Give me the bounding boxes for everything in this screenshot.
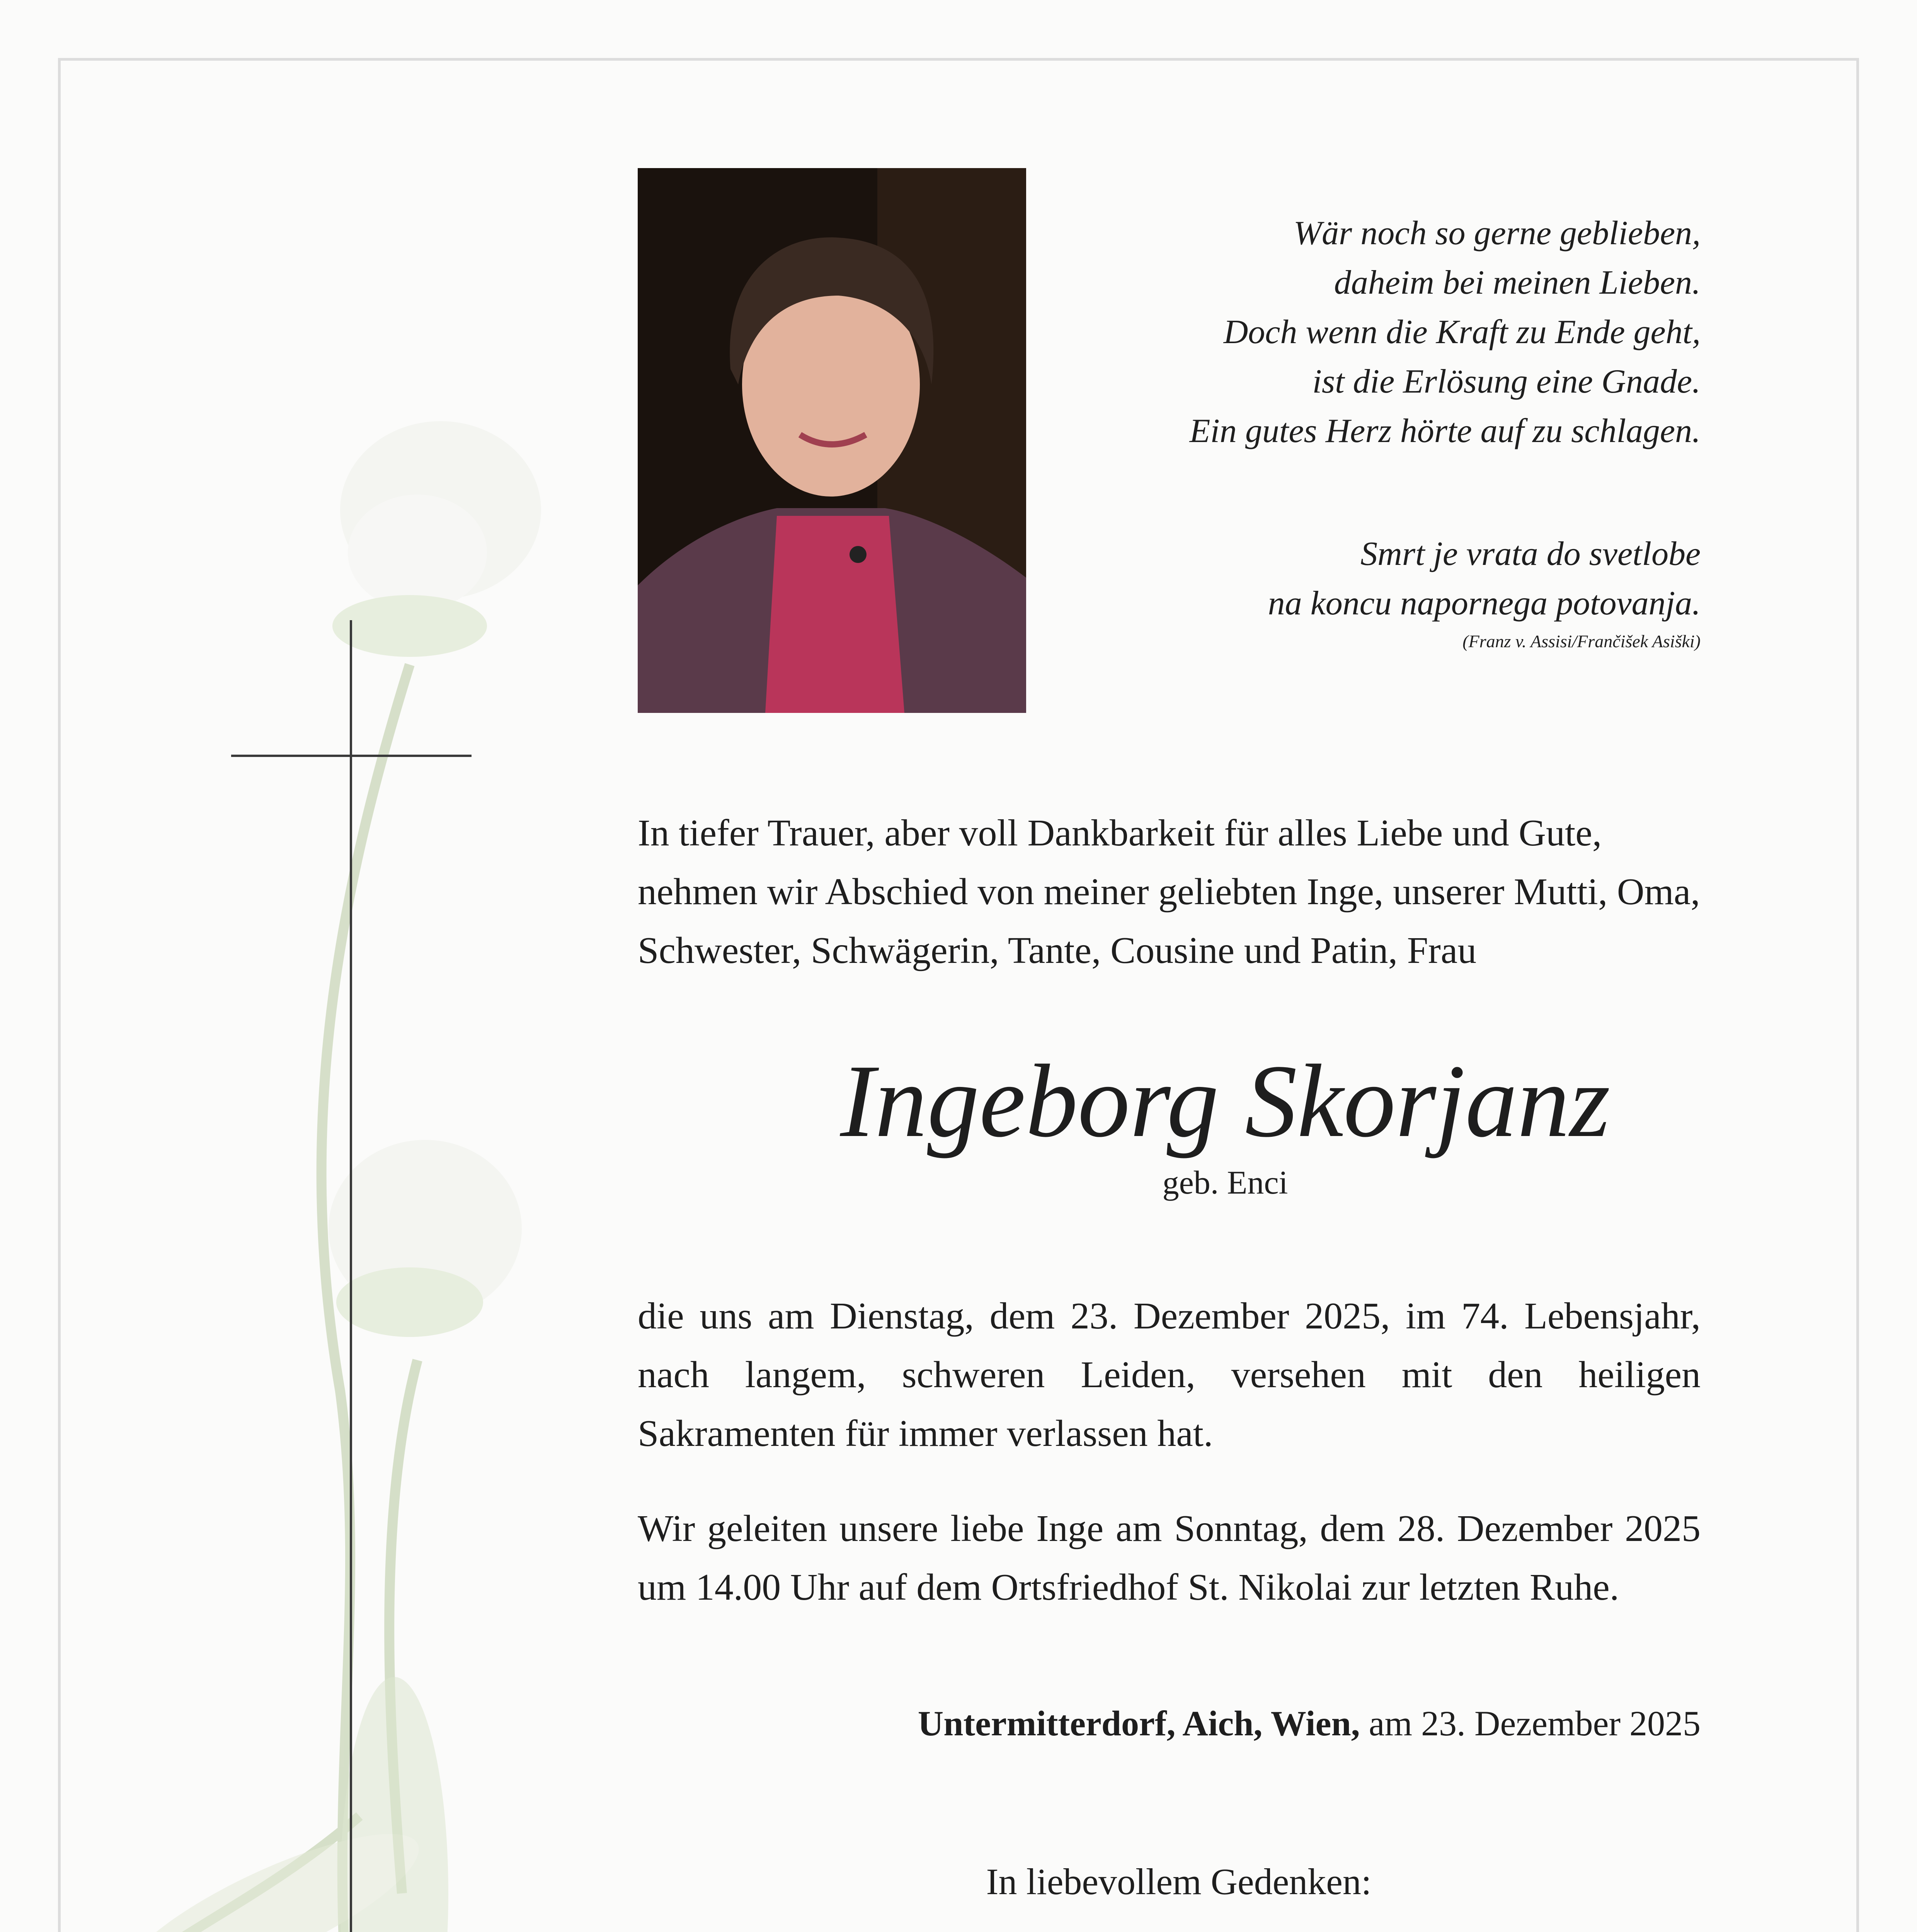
poem-line: Doch wenn die Kraft zu Ende geht,	[1223, 313, 1701, 351]
cross-vertical	[350, 620, 352, 1932]
funeral-notice-text: Wir geleiten unsere liebe Inge am Sonntag, dem 28. Dezember 2025 um 14.00 Uhr auf dem Ortsfriedhof St. Nikolai zur letzten Ruhe.	[638, 1508, 1701, 1608]
place-names: Untermitterdorf, Aich, Wien,	[918, 1704, 1360, 1743]
place-date	[638, 1696, 1701, 1750]
german-poem	[966, 209, 1701, 456]
poem-line: daheim bei meinen Lieben.	[1334, 264, 1701, 301]
intro-text: In tiefer Trauer, aber voll Dankbarkeit für alles Liebe und Gute, nehmen wir Abschied von meiner geliebten Inge, unserer Mutti, Oma, Schwester, Schwägerin, Tante, Cousine und Patin, Frau	[638, 812, 1700, 971]
maiden-name: geb. Enci	[1162, 1164, 1288, 1201]
cross-horizontal	[231, 755, 472, 757]
poem-line: Wär noch so gerne geblieben,	[1293, 214, 1701, 252]
quote-line: Smrt je vrata do svetlobe	[1360, 535, 1701, 573]
deceased-name: Ingeborg Skorjanz	[840, 1043, 1611, 1159]
death-notice-text: die uns am Dienstag, dem 23. Dezember 2025, im 74. Lebensjahr, nach langem, schweren Leiden, versehen mit den heiligen Sakramenten für immer verlassen hat.	[638, 1295, 1701, 1454]
quote-line: na koncu napornega potovanja.	[1268, 585, 1701, 622]
poem-line: Ein gutes Herz hörte auf zu schlagen.	[1189, 412, 1701, 450]
quote-source: (Franz v. Assisi/Frančišek Asiški)	[1462, 631, 1701, 651]
gedenken-heading: In liebevollem Gedenken:	[986, 1861, 1372, 1902]
poem-line: ist die Erlösung eine Gnade.	[1312, 363, 1701, 400]
slovene-quote	[966, 529, 1701, 653]
notice-date: am 23. Dezember 2025	[1360, 1704, 1701, 1743]
